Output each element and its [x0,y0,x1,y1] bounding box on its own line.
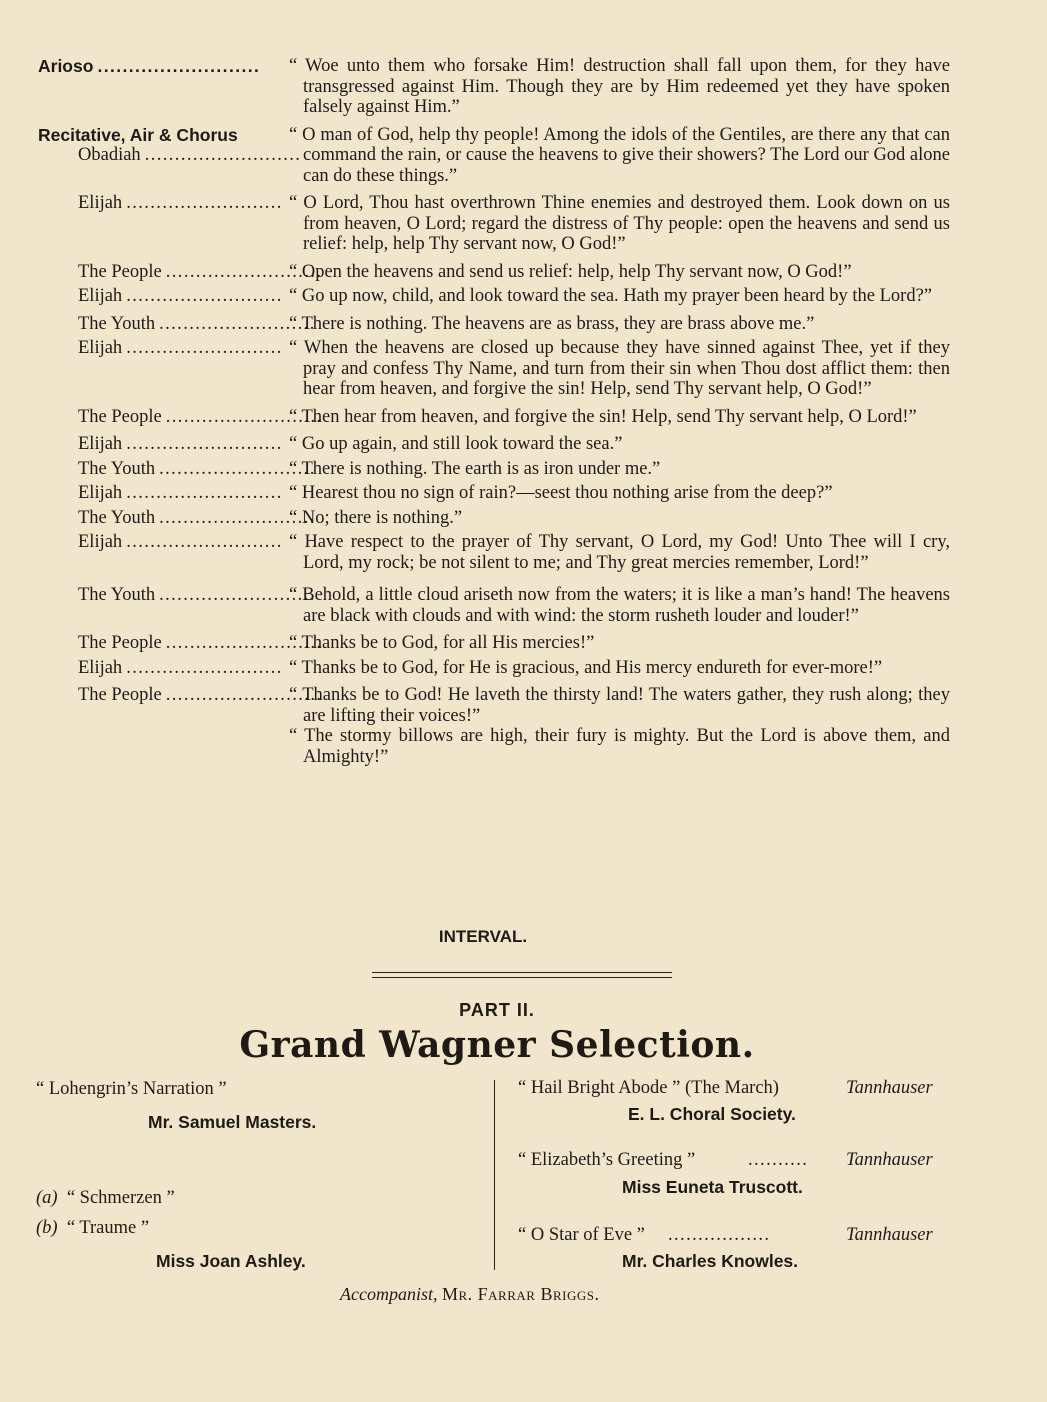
programme-item: “ O Star of Eve ” [518,1225,645,1245]
performer-name: Miss Joan Ashley. [156,1251,306,1271]
item-title: “ Traume ” [66,1218,150,1238]
interval-label: INTERVAL. [438,927,528,946]
libretto-text: “ Behold, a little cloud ariseth now from the waters; it is like a man’s hand! The heavens are black with clouds and with wind: the storm rusheth louder and louder!” [289,585,950,626]
speaker-name: The People [78,633,162,653]
libretto-entry: Elijah .......................... “ Thanks be to God, for He is gracious, and His mercy endureth for ever-more!” [38,658,950,679]
speaker-name: The Youth [78,313,156,334]
libretto-entry: The Youth .......................... “ Behold, a little cloud ariseth now from the waters; it is like a man’s hand! The heavens are black with clouds and with wind: the storm rusheth louder and louder!” [78,585,950,626]
section-heading: Recitative, Air & Chorus [38,124,238,145]
column-divider [494,1080,495,1270]
libretto-text: “ When the heavens are closed up because they have sinned against Thee, yet if they pray and confess Thy Name, and turn from their sin when Thou dost afflict them: then hear from heaven, and forgive the sin! Help, send Thy servant help, O God!” [289,338,950,399]
libretto-text: “ No; there is nothing.” [289,507,463,528]
libretto-text: “ O man of God, help thy people! Among the idols of the Gentiles, are there any that can command the rain, or cause the heavens to give their showers? The Lord our God alone can do these things.” [289,124,950,186]
libretto-entry: Arioso .......................... “ Woe unto them who forsake Him! destruction shall fall upon them, for they have transgressed against Him. Though they are by Him redeemed yet they have spoken falsely against Him.” [38,56,950,117]
programme-item [36,1187,175,1209]
speaker-name: Elijah [78,532,123,552]
libretto-text: “ Open the heavens and send us relief: help, help Thy servant now, O God!” [289,261,852,282]
libretto-text: “ Thanks be to God, for He is gracious, and His mercy endureth for ever-more!” [289,657,883,678]
libretto-text: “ Have respect to the prayer of Thy servant, O Lord, my God! Unto Thee will I cry, Lord, my rock; be not silent to me; and Thy great mercies remember, Lord!” [289,532,950,573]
speaker-name: The People [78,685,162,705]
accompanist-credit [340,1284,599,1305]
libretto-entry: The People .......................... “ Open the heavens and send us relief: help, help Thy servant now, O God!” [38,262,950,283]
libretto-text: “ There is nothing. The earth is as iron under me.” [289,458,661,479]
libretto-entry: Elijah .......................... “ When the heavens are closed up because they have sinned against Thee, yet if they pray and confess Thy Name, and turn from their sin when Thou dost afflict them: then hear from heaven, and forgive the sin! Help, send Thy servant help, O God!” [78,338,950,399]
programme-page: Arioso .......................... “ Woe unto them who forsake Him! destruction shall fall upon them, for they have transgressed against Him. Though they are by Him redeemed yet they have spoken falsely against Him.” Recitative, Air & Chorus Obadiah .......................... “ O man of God, help thy people! Among the idols of the Gentiles, are there any that can command the rain, or cause the heavens to give their showers? The Lord our God alone can do these things.” Elijah .......................... “ O Lord, Thou hast overthrown Thine enemies and destroyed them. Look down on us from heaven, O Lord; regard the distress of Thy people: open the heavens and send us relief: help, help Thy servant now, O God!” The People .......................... “ Open the heavens and send us relief: help, help Thy servant now, O God!” Elijah .......................... “ Go up now, child, and look toward the sea. Hath my prayer been heard by the Lord?” The Youth .......................... “ There is nothing. The heavens are as brass, they are brass above me.” Elijah .......................... “ When the heavens are closed up because they have sinned against Thee, yet if they pray and confess Thy Name, and turn from their sin when Thou dost afflict them: then hear from heaven, and forgive the sin! Help, send Thy servant help, O God!” The People .......................... “ Then hear from heaven, and forgive the sin! Help, send Thy servant help, O Lord!” Elijah .......................... “ Go up again, and still look toward the sea.” The Youth .......................... “ There is nothing. The earth is as iron under me.” Elijah .......................... “ Hearest thou no sign of rain?—seest thou nothing arise from the deep?” The Youth .......................... “ No; there is nothing.” Elijah .......................... “ Have respect to the prayer of Thy servant, O Lord, my God! Unto Thee will I cry, Lord, my rock; be not silent to me; and Thy great mercies remember, Lord!” The Youth .......................... “ Behold, a little cloud ariseth now from the waters; it is like a man’s hand! The heavens are black with clouds and with wind: the storm rusheth louder and louder!” The People .......................... “ Thanks be to God, for all His mercies!” Elijah .......................... “ Thanks be to God, for He is gracious, and His mercy endureth for ever-more!” The People .......................... “ Thanks be to God! He laveth the thirsty land! The waters gather, they rush along; they are lifting their voices!” “ The stormy billows are high, their fury is mighty. But the Lord is above them, and Almighty!” INTERVAL. PART II. Grand Wagner Selection. “ Lohengrin’s Narration ” Mr. Samuel Masters. (a) “ Schmerzen ” (b) “ Traume ” Miss Joan Ashley. “ Hail Bright Abode ” (The March) Tannhauser E. L. Choral Society. “ Elizabeth’s Greeting ” .......... Tannhauser Miss Euneta Truscott. “ O Star of Eve ” ................. Tannhauser Mr. Charles Knowles. Accompanist, Mr. Farrar Briggs. [0,0,1047,1402]
libretto-text: “ Thanks be to God! He laveth the thirsty land! The waters gather, they rush along; they are lifting their voices!” [289,685,950,726]
speaker-name: Elijah [78,286,123,306]
speaker-name: The People [78,261,162,282]
speaker-name: The Youth [78,507,156,528]
libretto-text: “ Go up now, child, and look toward the sea. Hath my prayer been heard by the Lord?” [289,286,933,306]
programme-item: “ Lohengrin’s Narration ” [36,1079,227,1099]
work-title: Tannhauser [846,1150,933,1170]
item-title: “ Schmerzen ” [66,1188,175,1208]
work-title: Tannhauser [846,1225,933,1245]
performer-name: Mr. Charles Knowles. [622,1251,799,1271]
speaker-name: Elijah [78,434,123,454]
item-label: (b) [36,1218,58,1238]
item-label: (a) [36,1188,58,1208]
programme-item: “ Elizabeth’s Greeting ” [518,1150,696,1170]
libretto-entry: Elijah .......................... “ Have respect to the prayer of Thy servant, O Lord, my God! Unto Thee will I cry, Lord, my rock; be not silent to me; and Thy great mercies remember, Lord!” [78,532,950,573]
libretto-entry: The People .......................... “ Thanks be to God! He laveth the thirsty land! The waters gather, they rush along; they are lifting their voices!” [78,685,950,726]
libretto-text: “ Hearest thou no sign of rain?—seest thou nothing arise from the deep?” [289,483,833,503]
speaker-name: Arioso [38,56,94,76]
libretto-text: “ The stormy billows are high, their fury is mighty. But the Lord is above them, and Almighty!” [289,726,950,767]
performer-name: E. L. Choral Society. [628,1104,796,1124]
libretto-entry: The Youth .......................... “ There is nothing. The heavens are as brass, they are brass above me.” [38,314,950,335]
libretto-text: “ O Lord, Thou hast overthrown Thine enemies and destroyed them. Look down on us from heaven, O Lord; regard the distress of Thy people: open the heavens and send us relief: help, help Thy servant now, O God!” [289,193,950,254]
libretto-text: “ There is nothing. The heavens are as brass, they are brass above me.” [289,313,815,334]
libretto-entry: Elijah .......................... “ Hearest thou no sign of rain?—seest thou nothing arise from the deep?” [38,483,950,504]
performer-name: Mr. Samuel Masters. [148,1112,317,1132]
accompanist-label: Accompanist, [340,1284,438,1304]
speaker-name: Elijah [78,657,123,678]
libretto-text: “ Thanks be to God, for all His mercies!” [289,633,595,653]
speaker-name: The People [78,406,162,427]
speaker-name: Elijah [78,338,123,358]
speaker-name: The Youth [78,458,156,479]
libretto-entry: Elijah .......................... “ Go up now, child, and look toward the sea. Hath my prayer been heard by the Lord?” [38,286,950,307]
programme-item: “ Hail Bright Abode ” (The March) [518,1078,779,1098]
speaker-name: Elijah [78,193,123,213]
libretto-entry [38,726,950,767]
speaker-name: Elijah [78,483,123,503]
selection-title: Grand Wagner Selection. [239,1024,755,1066]
part-heading: PART II. [459,1000,535,1020]
libretto-text: “ Then hear from heaven, and forgive the sin! Help, send Thy servant help, O Lord!” [289,406,917,427]
performer-name: Miss Euneta Truscott. [622,1177,803,1197]
libretto-entry: Elijah .......................... “ O Lord, Thou hast overthrown Thine enemies and destroyed them. Look down on us from heaven, O Lord; regard the distress of Thy people: open the heavens and send us relief: help, help Thy servant now, O God!” [78,193,950,254]
libretto-entry: The Youth .......................... “ There is nothing. The earth is as iron under me.” [38,459,950,480]
libretto-entry: The Youth .......................... “ No; there is nothing.” [38,508,950,529]
accompanist-name: Mr. Farrar Briggs. [441,1284,600,1304]
libretto-text: “ Woe unto them who forsake Him! destruction shall fall upon them, for they have transgressed against Him. Though they are by Him redeemed yet they have spoken falsely against Him.” [289,56,950,117]
libretto-entry: The People .......................... “ Then hear from heaven, and forgive the sin! Help, send Thy servant help, O Lord!” [38,407,950,428]
speaker-name: The Youth [78,585,156,605]
programme-item [36,1217,149,1239]
libretto [38,56,950,767]
work-title: Tannhauser [846,1078,933,1098]
libretto-entry: Elijah .......................... “ Go up again, and still look toward the sea.” [38,434,950,455]
libretto-text: “ Go up again, and still look toward the sea.” [289,434,623,454]
divider-rule [372,977,672,978]
divider-rule [372,972,672,973]
speaker-name: Obadiah [78,145,141,165]
libretto-entry: The People .......................... “ Thanks be to God, for all His mercies!” [38,633,950,654]
libretto-entry: Recitative, Air & Chorus Obadiah .......................... “ O man of God, help thy people! Among the idols of the Gentiles, are there any that can command the rain, or cause the heavens to give their showers? The Lord our God alone can do these things.” [38,124,950,186]
